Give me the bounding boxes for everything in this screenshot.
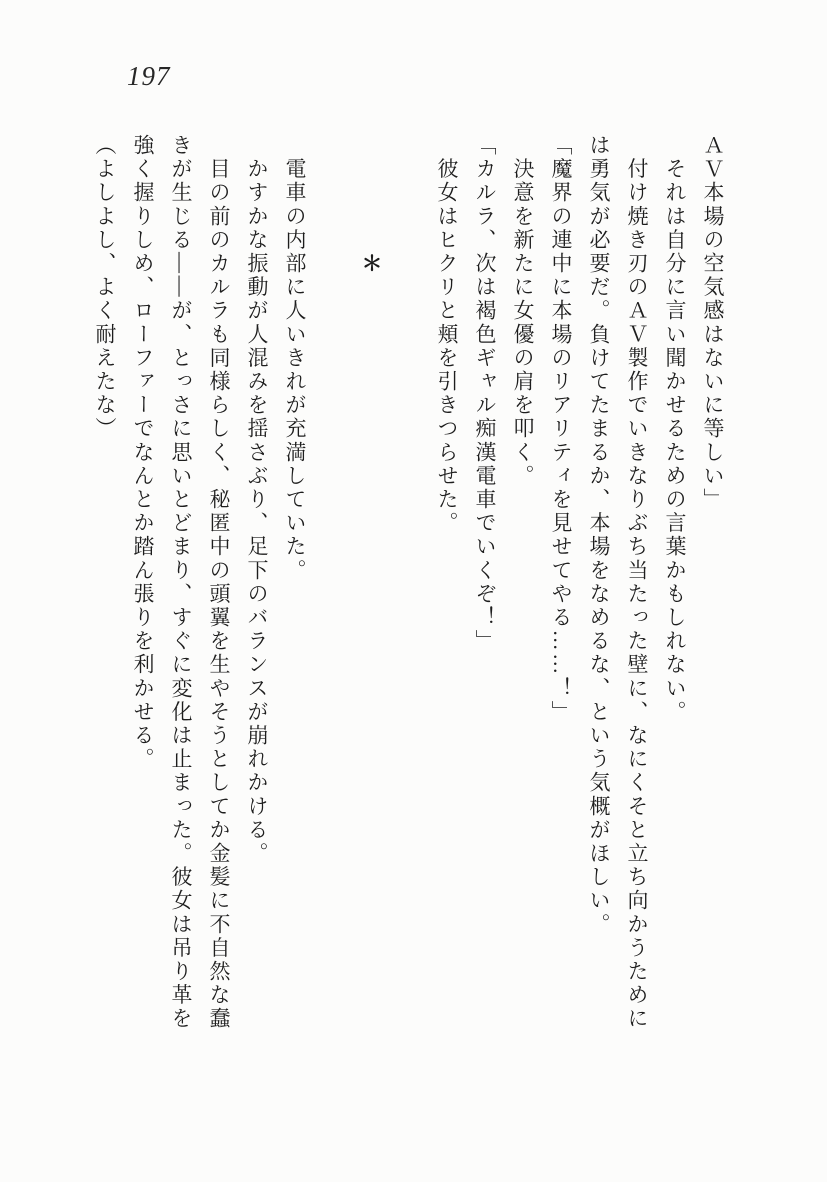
page-number: 197 bbox=[127, 61, 171, 91]
text-line: は勇気が必要だ。負けてたまるか、本場をなめるな、という気概がほしい。 bbox=[587, 134, 611, 937]
text-line: きが生じる——が、とっさに思いとどまり、すぐに変化は止まった。彼女は吊り革を bbox=[169, 134, 193, 1031]
text-block bbox=[86, 134, 732, 1038]
text-line: ＡＶ本場の空気感はないに等しい」 bbox=[701, 134, 725, 512]
text-line: 決意を新たに女優の肩を叩く。 bbox=[511, 134, 535, 488]
text-line: （よしよし、よく耐えたな） bbox=[93, 134, 117, 441]
section-separator: ＊ bbox=[359, 134, 383, 276]
text-line: 付け焼き刃のＡＶ製作でいきなりぶち当たった壁に、なにくそと立ち向かうために bbox=[625, 134, 649, 1031]
text-line: それは自分に言い聞かせるための言葉かもしれない。 bbox=[663, 134, 687, 724]
text-line bbox=[314, 134, 352, 1038]
text-line: 「カルラ、次は褐色ギャル痴漢電車でいくぞ！」 bbox=[473, 134, 497, 654]
text-line: 彼女はヒクリと頬を引きつらせた。 bbox=[435, 134, 459, 536]
text-line: 「魔界の連中に本場のリアリティを見せてやる……！」 bbox=[549, 134, 573, 724]
text-line: 電車の内部に人いきれが充満していた。 bbox=[283, 134, 307, 583]
text-line: かすかな振動が人混みを揺さぶり、足下のバランスが崩れかける。 bbox=[245, 134, 269, 866]
text-line bbox=[390, 134, 428, 1038]
text-line: 目の前のカルラも同様らしく、秘匿中の頭翼を生やそうとしてか金髪に不自然な蠢 bbox=[207, 134, 231, 1031]
text-line: 強く握りしめ、ローファーでなんとか踏ん張りを利かせる。 bbox=[131, 134, 155, 772]
